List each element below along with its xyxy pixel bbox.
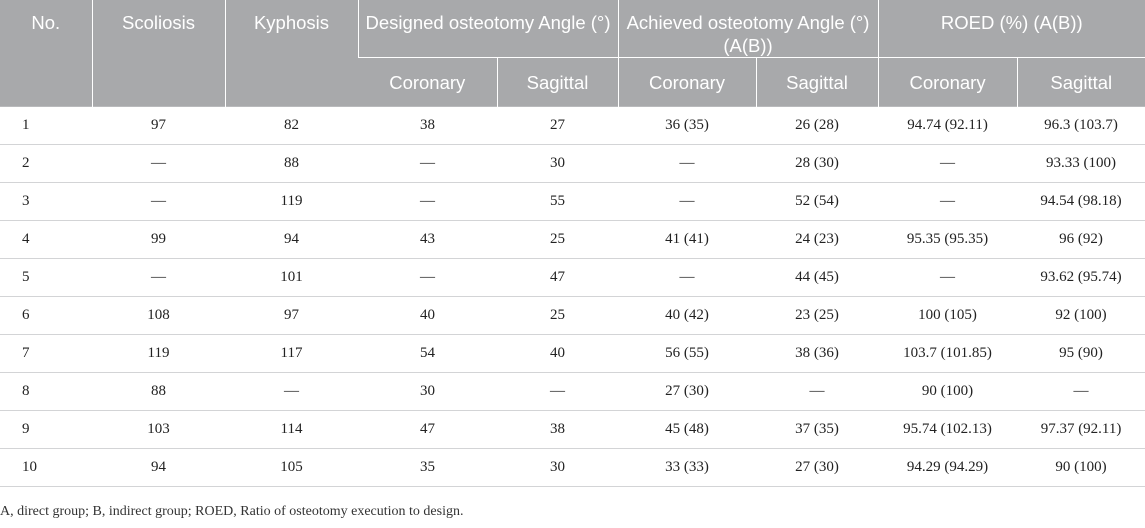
cell-achieved-coronary: 41 (41) bbox=[618, 221, 756, 259]
cell-achieved-sagittal: 28 (30) bbox=[756, 145, 878, 183]
cell-achieved-coronary: — bbox=[618, 259, 756, 297]
subheader-roed-coronary: Coronary bbox=[878, 58, 1017, 107]
cell-achieved-coronary: 27 (30) bbox=[618, 373, 756, 411]
cell-no: 10 bbox=[0, 449, 92, 487]
cell-achieved-coronary: — bbox=[618, 183, 756, 221]
cell-designed-coronary: — bbox=[358, 183, 497, 221]
cell-roed-sagittal: 97.37 (92.11) bbox=[1017, 411, 1145, 449]
cell-scoliosis: — bbox=[92, 145, 225, 183]
cell-scoliosis: 99 bbox=[92, 221, 225, 259]
cell-achieved-coronary: 56 (55) bbox=[618, 335, 756, 373]
cell-roed-sagittal: 90 (100) bbox=[1017, 449, 1145, 487]
table-row bbox=[0, 221, 1145, 259]
cell-achieved-coronary: — bbox=[618, 145, 756, 183]
subheader-designed-coronary: Coronary bbox=[358, 58, 497, 107]
cell-no: 4 bbox=[0, 221, 92, 259]
cell-roed-coronary: — bbox=[878, 145, 1017, 183]
cell-scoliosis: 103 bbox=[92, 411, 225, 449]
cell-achieved-sagittal: 27 (30) bbox=[756, 449, 878, 487]
cell-roed-sagittal: 93.62 (95.74) bbox=[1017, 259, 1145, 297]
cell-no: 7 bbox=[0, 335, 92, 373]
cell-roed-coronary: 95.74 (102.13) bbox=[878, 411, 1017, 449]
table-row bbox=[0, 145, 1145, 183]
cell-designed-sagittal: 38 bbox=[497, 411, 618, 449]
subheader-roed-sagittal: Sagittal bbox=[1017, 58, 1145, 107]
cell-kyphosis: — bbox=[225, 373, 358, 411]
cell-designed-sagittal: 30 bbox=[497, 145, 618, 183]
cell-designed-coronary: 30 bbox=[358, 373, 497, 411]
table-row bbox=[0, 411, 1145, 449]
cell-achieved-sagittal: 52 (54) bbox=[756, 183, 878, 221]
cell-scoliosis: 97 bbox=[92, 107, 225, 145]
header-scoliosis: Scoliosis bbox=[92, 0, 225, 107]
table-row bbox=[0, 183, 1145, 221]
cell-kyphosis: 82 bbox=[225, 107, 358, 145]
subheader-achieved-coronary: Coronary bbox=[618, 58, 756, 107]
cell-scoliosis: 94 bbox=[92, 449, 225, 487]
table-row bbox=[0, 107, 1145, 145]
table-row bbox=[0, 335, 1145, 373]
cell-achieved-sagittal: 24 (23) bbox=[756, 221, 878, 259]
cell-kyphosis: 94 bbox=[225, 221, 358, 259]
cell-roed-coronary: 103.7 (101.85) bbox=[878, 335, 1017, 373]
cell-designed-coronary: 35 bbox=[358, 449, 497, 487]
cell-achieved-sagittal: — bbox=[756, 373, 878, 411]
table-header bbox=[0, 0, 1145, 107]
cell-achieved-sagittal: 37 (35) bbox=[756, 411, 878, 449]
cell-achieved-coronary: 40 (42) bbox=[618, 297, 756, 335]
cell-designed-coronary: 43 bbox=[358, 221, 497, 259]
cell-achieved-sagittal: 26 (28) bbox=[756, 107, 878, 145]
cell-kyphosis: 114 bbox=[225, 411, 358, 449]
cell-roed-coronary: — bbox=[878, 183, 1017, 221]
cell-no: 9 bbox=[0, 411, 92, 449]
cell-kyphosis: 88 bbox=[225, 145, 358, 183]
header-roed: ROED (%) (A(B)) bbox=[878, 0, 1145, 58]
cell-designed-sagittal: 55 bbox=[497, 183, 618, 221]
cell-achieved-sagittal: 23 (25) bbox=[756, 297, 878, 335]
cell-designed-coronary: — bbox=[358, 145, 497, 183]
cell-achieved-sagittal: 44 (45) bbox=[756, 259, 878, 297]
cell-roed-coronary: 100 (105) bbox=[878, 297, 1017, 335]
cell-designed-sagittal: 25 bbox=[497, 297, 618, 335]
cell-roed-coronary: 90 (100) bbox=[878, 373, 1017, 411]
cell-designed-coronary: 54 bbox=[358, 335, 497, 373]
cell-roed-sagittal: 95 (90) bbox=[1017, 335, 1145, 373]
cell-designed-sagittal: 47 bbox=[497, 259, 618, 297]
cell-no: 2 bbox=[0, 145, 92, 183]
cell-achieved-coronary: 36 (35) bbox=[618, 107, 756, 145]
cell-designed-coronary: 40 bbox=[358, 297, 497, 335]
cell-designed-sagittal: 25 bbox=[497, 221, 618, 259]
table-row bbox=[0, 259, 1145, 297]
cell-achieved-coronary: 33 (33) bbox=[618, 449, 756, 487]
cell-scoliosis: 119 bbox=[92, 335, 225, 373]
cell-kyphosis: 97 bbox=[225, 297, 358, 335]
table-row bbox=[0, 297, 1145, 335]
cell-roed-sagittal: 92 (100) bbox=[1017, 297, 1145, 335]
header-achieved-osteotomy: Achieved osteotomy Angle (°) (A(B)) bbox=[618, 0, 878, 58]
cell-kyphosis: 117 bbox=[225, 335, 358, 373]
cell-roed-coronary: 95.35 (95.35) bbox=[878, 221, 1017, 259]
cell-designed-coronary: 47 bbox=[358, 411, 497, 449]
header-designed-osteotomy: Designed osteotomy Angle (°) bbox=[358, 0, 618, 58]
cell-roed-coronary: 94.74 (92.11) bbox=[878, 107, 1017, 145]
cell-kyphosis: 101 bbox=[225, 259, 358, 297]
cell-designed-coronary: 38 bbox=[358, 107, 497, 145]
cell-roed-sagittal: 93.33 (100) bbox=[1017, 145, 1145, 183]
cell-kyphosis: 105 bbox=[225, 449, 358, 487]
table-body bbox=[0, 107, 1145, 487]
cell-achieved-sagittal: 38 (36) bbox=[756, 335, 878, 373]
cell-scoliosis: 88 bbox=[92, 373, 225, 411]
cell-roed-sagittal: — bbox=[1017, 373, 1145, 411]
subheader-designed-sagittal: Sagittal bbox=[497, 58, 618, 107]
cell-designed-sagittal: — bbox=[497, 373, 618, 411]
cell-roed-sagittal: 96 (92) bbox=[1017, 221, 1145, 259]
table-row bbox=[0, 449, 1145, 487]
cell-roed-sagittal: 96.3 (103.7) bbox=[1017, 107, 1145, 145]
cell-scoliosis: — bbox=[92, 183, 225, 221]
cell-roed-sagittal: 94.54 (98.18) bbox=[1017, 183, 1145, 221]
cell-no: 6 bbox=[0, 297, 92, 335]
table-row bbox=[0, 373, 1145, 411]
cell-no: 1 bbox=[0, 107, 92, 145]
cell-designed-sagittal: 30 bbox=[497, 449, 618, 487]
subheader-achieved-sagittal: Sagittal bbox=[756, 58, 878, 107]
cell-designed-coronary: — bbox=[358, 259, 497, 297]
cell-no: 8 bbox=[0, 373, 92, 411]
cell-no: 3 bbox=[0, 183, 92, 221]
cell-kyphosis: 119 bbox=[225, 183, 358, 221]
cell-roed-coronary: — bbox=[878, 259, 1017, 297]
cell-scoliosis: — bbox=[92, 259, 225, 297]
table-footnote: A, direct group; B, indirect group; ROED, Ratio of osteotomy execution to design. bbox=[0, 504, 464, 519]
cell-designed-sagittal: 40 bbox=[497, 335, 618, 373]
header-no: No. bbox=[0, 0, 92, 107]
cell-scoliosis: 108 bbox=[92, 297, 225, 335]
cell-designed-sagittal: 27 bbox=[497, 107, 618, 145]
cell-no: 5 bbox=[0, 259, 92, 297]
header-kyphosis: Kyphosis bbox=[225, 0, 358, 107]
cell-roed-coronary: 94.29 (94.29) bbox=[878, 449, 1017, 487]
cell-achieved-coronary: 45 (48) bbox=[618, 411, 756, 449]
